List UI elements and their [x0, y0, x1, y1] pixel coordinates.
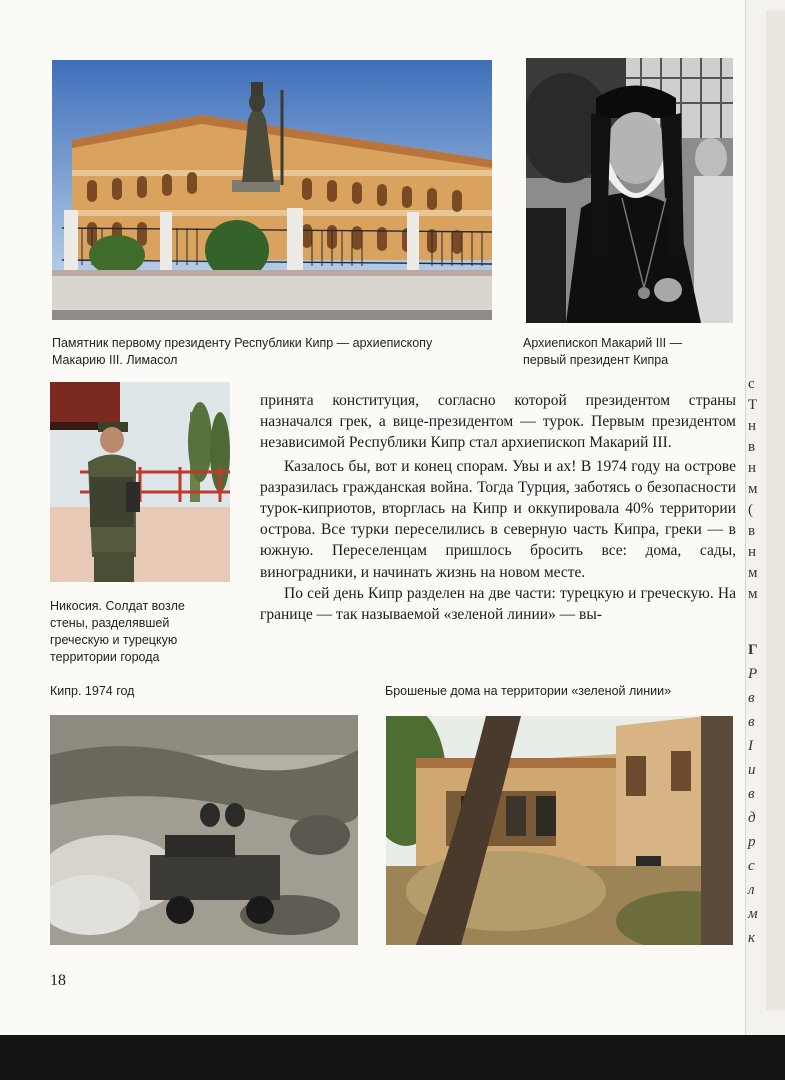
page-number: 18	[50, 972, 66, 989]
edge-letter: м	[748, 906, 758, 922]
edge-letter: в	[748, 714, 755, 730]
edge-letter: д	[748, 810, 756, 826]
edge-letter: Г	[748, 642, 758, 658]
edge-letter: в	[748, 523, 756, 539]
makarios-caption: Архиепископ Макарий III — первый президент Кипра	[523, 336, 683, 367]
soldier-caption: Никосия. Солдат возле стены, разделявшей греческую и турецкую территории города	[50, 599, 185, 664]
next-page-edge-text-bottom	[748, 640, 785, 952]
edge-letter: (	[748, 502, 753, 518]
edge-letter: к	[748, 930, 756, 946]
edge-letter: с	[748, 858, 755, 874]
abandoned-houses-caption: Брошеные дома на территории «зеленой линии»	[385, 684, 672, 698]
edge-letter: р	[748, 834, 756, 850]
abandoned-house-photo	[386, 716, 733, 945]
edge-letter: н	[748, 544, 757, 560]
edge-letter: Т	[748, 397, 758, 413]
scan-bottom-bar	[0, 1035, 785, 1080]
monument-photo	[52, 60, 492, 320]
monument-caption: Памятник первому президенту Республики Кипр — архиепископу Макарию III. Лимасол	[52, 336, 433, 367]
cyprus-1974-caption: Кипр. 1974 год	[50, 684, 135, 698]
edge-letter: м	[748, 586, 758, 602]
edge-letter: в	[748, 786, 755, 802]
paragraph: принята конституция, согласно которой президентом страны назначался грек, а вице-президентом — турок. Первым президентом независимой Республики Кипр стал архиепископ Макарий III.	[260, 392, 736, 452]
edge-letter: в	[748, 439, 756, 455]
edge-letter: и	[748, 762, 756, 778]
paragraph: Казалось бы, вот и конец спорам. Увы и ах! В 1974 году на острове разразилась гражданская война. Тогда Турция, заботясь о безопасности турок-киприотов, вторглась на Кипр и оккупировала 40% территории острова. Все турки переселились в северную часть Кипра, греки — в южную. Переселенцам пришлось бросить все: дома, сады, виноградники, и начинать жизнь на новом месте.	[260, 457, 736, 581]
edge-letter: м	[748, 481, 758, 497]
soldier-photo	[50, 382, 230, 582]
edge-letter: I	[748, 738, 753, 754]
next-page-edge-text-top	[748, 374, 785, 605]
cyprus-1974-photo	[50, 715, 358, 945]
body-text	[260, 390, 736, 625]
edge-letter: л	[748, 882, 755, 898]
edge-letter: Р	[748, 666, 758, 682]
edge-letter: н	[748, 418, 757, 434]
paragraph: По сей день Кипр разделен на две части: турецкую и греческую. На границе — так называемой «зеленой линии» — вы-	[260, 584, 736, 624]
edge-letter: м	[748, 565, 758, 581]
edge-letter: с	[748, 376, 755, 392]
makarios-portrait-photo	[526, 58, 733, 323]
edge-letter: н	[748, 460, 757, 476]
edge-letter: в	[748, 690, 755, 706]
